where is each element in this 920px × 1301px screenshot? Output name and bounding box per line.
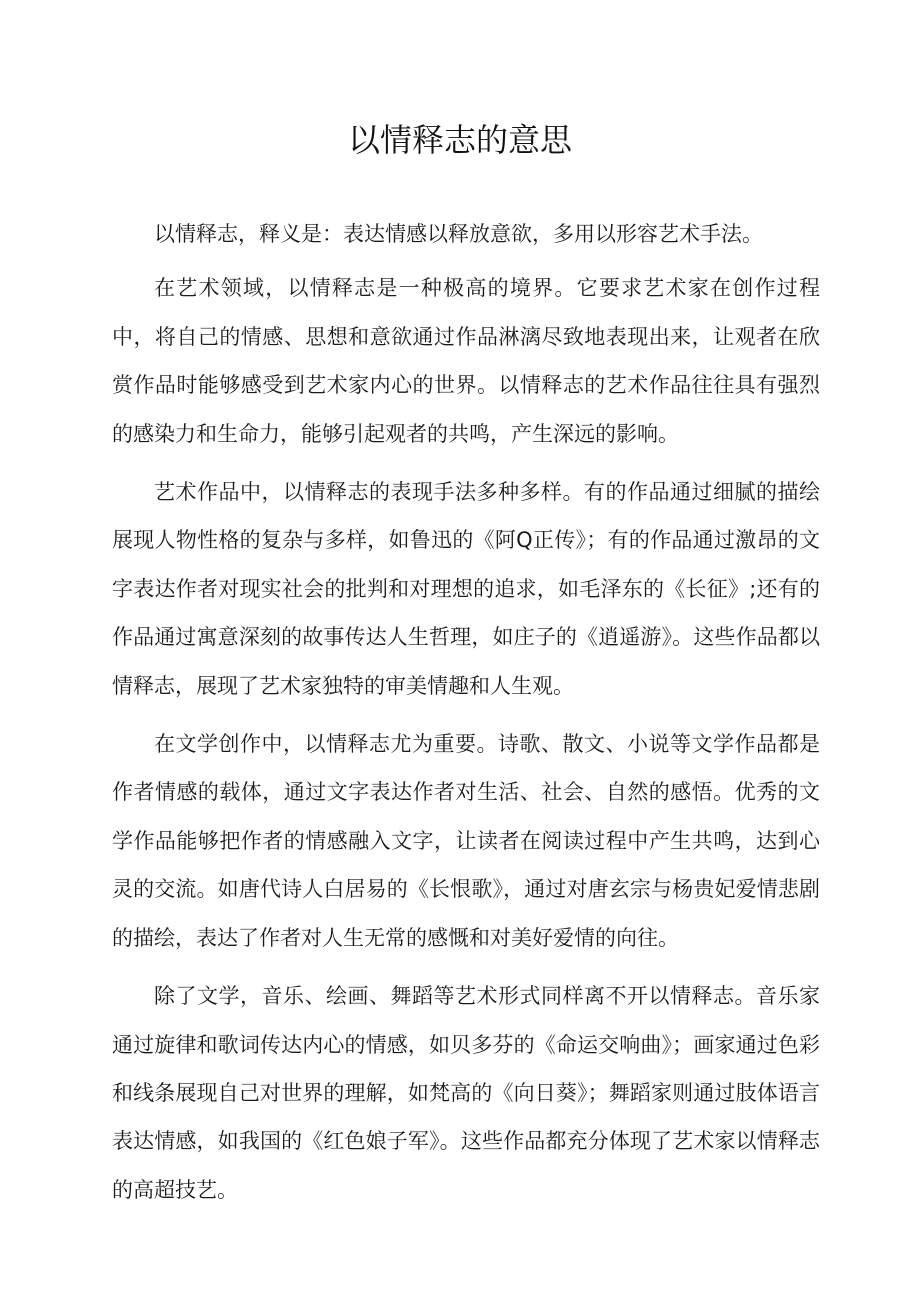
paragraph-other-arts: 除了文学，音乐、绘画、舞蹈等艺术形式同样离不开以情释志。音乐家通过旋律和歌词传达内心的情感，如贝多芬的《命运交响曲》；画家通过色彩和线条展现自己对世界的理解，如梵高的《向日葵》；舞蹈家则通过肢体语言表达情感，如我国的《红色娘子军》。这些作品都充分体现了艺术家以情释志的高超技艺。 xyxy=(112,984,820,1202)
paragraph-art-works: 艺术作品中，以情释志的表现手法多种多样。有的作品通过细腻的描绘展现人物性格的复杂与多样，如鲁迅的《阿Q正传》；有的作品通过激昂的文字表达作者对现实社会的批判和对理想的追求，如毛泽东的《长征》;还有的作品通过寓意深刻的故事传达人生哲理，如庄子的《逍遥游》。这些作品都以情释志，展现了艺术家独特的审美情趣和人生观。 xyxy=(112,480,820,698)
document-body xyxy=(112,210,820,1224)
paragraph-art-field: 在艺术领域，以情释志是一种极高的境界。它要求艺术家在创作过程中，将自己的情感、思想和意欲通过作品淋漓尽致地表现出来，让观者在欣赏作品时能够感受到艺术家内心的世界。以情释志的艺术作品往往具有强烈的感染力和生命力，能够引起观者的共鸣，产生深远的影响。 xyxy=(112,276,820,446)
paragraph-definition: 以情释志，释义是：表达情感以释放意欲，多用以形容艺术手法。 xyxy=(154,222,763,246)
document-title: 以情释志的意思 xyxy=(347,121,572,159)
paragraph-literature: 在文学创作中，以情释志尤为重要。诗歌、散文、小说等文学作品都是作者情感的载体，通过文字表达作者对生活、社会、自然的感悟。优秀的文学作品能够把作者的情感融入文字，让读者在阅读过程中产生共鸣，达到心灵的交流。如唐代诗人白居易的《长恨歌》，通过对唐玄宗与杨贵妃爱情悲剧的描绘，表达了作者对人生无常的感慨和对美好爱情的向往。 xyxy=(112,732,820,950)
